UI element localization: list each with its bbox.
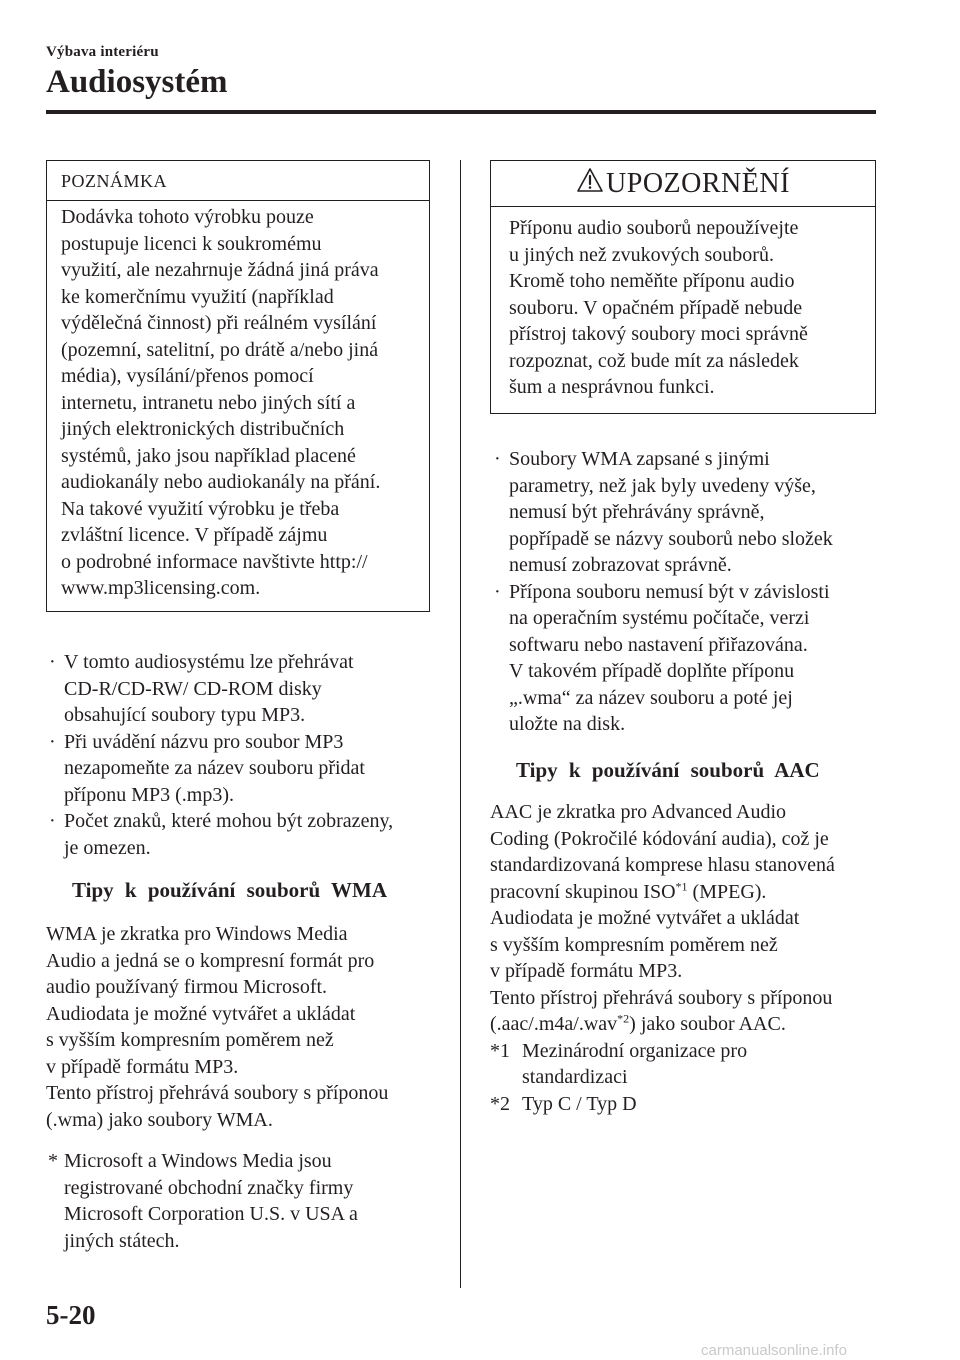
note-line: výdělečná činnost) při reálném vysílání (61, 312, 377, 334)
caution-line: přístroj takový soubory moci správně (509, 323, 808, 345)
bullet-dot: · (49, 651, 56, 673)
paragraph-line: standardizovaná komprese hlasu stanovená (490, 854, 835, 876)
list-item (491, 446, 891, 579)
list-item-line: obsahující soubory typu MP3. (64, 704, 306, 726)
list-item-line: V tomto audiosystému lze přehrávat (64, 651, 354, 673)
paragraph-line: v případě formátu MP3. (490, 960, 683, 982)
note-line: postupuje licenci k soukromému (61, 232, 322, 255)
text-run: ) jako soubor AAC. (629, 1013, 786, 1035)
list-item-line: uložte na disk. (509, 713, 626, 735)
caution-line: Kromě toho neměňte příponu audio (509, 270, 795, 292)
list-item-line: nezapomeňte za název souboru přidat (64, 757, 365, 779)
paragraph-line: s vyšším kompresním poměrem než (490, 933, 778, 956)
list-item-line: CD-R/CD-RW/ CD-ROM disky (64, 677, 322, 700)
note-line: ke komerčnímu využití (například (61, 285, 334, 308)
title-rule (46, 110, 876, 114)
paragraph-line: Coding (Pokročilé kódování audia), což je (490, 827, 829, 850)
caution-line: šum a nesprávnou funkci. (509, 376, 715, 398)
paragraph-line: Audiodata je možné vytvářet a ukládat (46, 1002, 356, 1025)
note-line: Microsoft Corporation U.S. v USA a (64, 1203, 358, 1225)
note-line: zvláštní licence. V případě zájmu (61, 524, 328, 546)
footnote-ref: *2 (617, 1011, 630, 1026)
section-label: Výbava interiéru (46, 44, 159, 60)
list-item (46, 649, 446, 729)
paragraph-line: (.wma) jako soubory WMA. (46, 1108, 273, 1131)
note-line: o podrobné informace navštivte http:// (61, 550, 368, 573)
text-run: (MPEG). (687, 880, 767, 903)
warning-triangle-icon (576, 167, 606, 201)
paragraph-line: Tento přístroj přehrává soubory s příponou (490, 986, 833, 1009)
list-item-line: nemusí být přehrávány správně, (509, 501, 765, 523)
list-item-line: na operačním systému počítače, verzi (509, 607, 810, 629)
note-line: (pozemní, satelitní, po drátě a/nebo jiná (61, 338, 379, 361)
list-item-line: softwaru nebo nastavení přiřazována. (509, 633, 808, 656)
watermark: carmanualsonline.info (701, 1342, 847, 1359)
paragraph-line: v případě formátu MP3. (46, 1055, 239, 1078)
note-body (47, 201, 429, 602)
note-box (46, 160, 430, 612)
page-title: Audiosystém (46, 64, 228, 100)
footnote-line: standardizaci (522, 1066, 628, 1088)
paragraph-line: AAC je zkratka pro Advanced Audio (490, 801, 787, 823)
footnote (490, 1091, 835, 1118)
caution-line: u jiných než zvukových souborů. (509, 243, 774, 266)
bullet-dot: · (49, 730, 56, 753)
list-item (46, 729, 446, 809)
note-line: audiokanály nebo audiokanály na přání. (61, 471, 381, 493)
caution-box (490, 160, 876, 414)
footnote-mark: *2 (490, 1092, 510, 1115)
list-item-line: Počet znaků, které mohou být zobrazeny, (64, 810, 394, 832)
bullet-dot: · (494, 580, 501, 603)
footnote (490, 1038, 835, 1091)
asterisk-mark: * (48, 1150, 58, 1172)
paragraph-line: Audio a jedná se o kompresní formát pro (46, 949, 375, 972)
text-run: pracovní skupinou ISO (490, 880, 676, 903)
list-item-line: Při uvádění názvu pro soubor MP3 (64, 730, 344, 753)
aac-paragraph (490, 799, 835, 1117)
note-line: www.mp3licensing.com. (61, 577, 261, 599)
caution-line: rozpoznat, což bude mít za následek (509, 349, 799, 372)
caution-line: souboru. V opačném případě nebude (509, 296, 803, 319)
caution-line: Příponu audio souborů nepoužívejte (509, 217, 799, 239)
list-item (491, 579, 891, 738)
paragraph-line: s vyšším kompresním poměrem než (46, 1029, 334, 1051)
list-item-line: nemusí zobrazovat správně. (509, 554, 732, 576)
bullet-dot: · (494, 448, 501, 470)
note-heading: POZNÁMKA (47, 161, 429, 201)
wma-trademark-note (46, 1148, 446, 1254)
paragraph-line: Tento přístroj přehrává soubory s příponou (46, 1082, 389, 1104)
page-number: 5-20 (46, 1300, 96, 1330)
note-line: jiných elektronických distribučních (61, 418, 345, 440)
list-item (46, 808, 446, 861)
list-item-line: V takovém případě doplňte příponu (509, 660, 795, 682)
list-item-line: je omezen. (64, 836, 151, 859)
paragraph-line (490, 879, 835, 906)
paragraph-line: audio používaný firmou Microsoft. (46, 976, 328, 998)
paragraph-line: WMA je zkratka pro Windows Media (46, 923, 348, 945)
paragraph-line: Audiodata je možné vytvářet a ukládat (490, 907, 800, 929)
note-line: jiných státech. (64, 1229, 180, 1252)
caution-heading: UPOZORNĚNÍ (606, 167, 790, 199)
caution-body (491, 207, 875, 401)
note-line: systémů, jako jsou například placené (61, 444, 356, 467)
bullet-dot: · (49, 810, 56, 832)
note-line: internetu, intranetu nebo jiných sítí a (61, 391, 356, 414)
aac-heading: Tipy k používání souborů AAC (516, 758, 820, 782)
note-line: Microsoft a Windows Media jsou (64, 1150, 332, 1172)
wma-heading: Tipy k používání souborů WMA (72, 878, 387, 902)
footnote-line: Typ C / Typ D (522, 1092, 637, 1115)
trademark-note-item (46, 1148, 446, 1254)
right-bullet-list (491, 446, 891, 738)
list-item-line: „.wma“ za název souboru a poté jej (509, 686, 793, 709)
note-line: využití, ale nezahrnuje žádná jiná práva (61, 259, 379, 281)
list-item-line: parametry, než jak byly uvedeny výše, (509, 474, 816, 497)
footnote-mark: *1 (490, 1039, 510, 1062)
note-line: média), vysílání/přenos pomocí (61, 365, 314, 387)
note-line: Dodávka tohoto výrobku pouze (61, 206, 314, 228)
column-divider (460, 160, 461, 1288)
list-item-line: Soubory WMA zapsané s jinými (509, 448, 770, 470)
text-run: (.aac/.m4a/.wav (490, 1013, 618, 1035)
wma-paragraph (46, 921, 388, 1133)
note-line: Na takové využití výrobku je třeba (61, 497, 340, 520)
left-bullet-list (46, 649, 446, 861)
footnote-line: Mezinárodní organizace pro (522, 1039, 748, 1062)
list-item-line: příponu MP3 (.mp3). (64, 783, 234, 806)
note-line: registrované obchodní značky firmy (64, 1176, 354, 1199)
paragraph-line (490, 1011, 835, 1038)
caution-header (491, 161, 875, 207)
list-item-line: popřípadě se názvy souborů nebo složek (509, 527, 833, 550)
footnote-ref: *1 (675, 878, 688, 893)
list-item-line: Přípona souboru nemusí být v závislosti (509, 580, 830, 603)
